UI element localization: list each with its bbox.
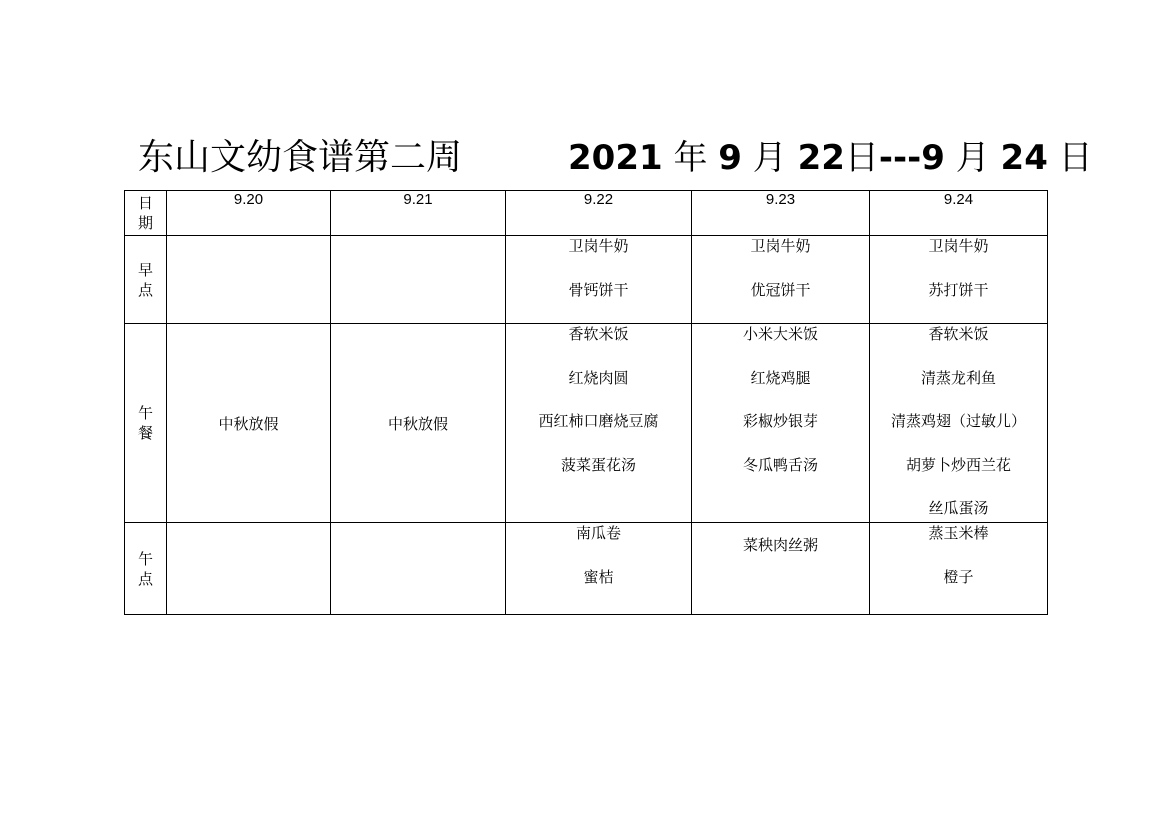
menu-item: 西红柿口磨烧豆腐 [538, 412, 659, 430]
holiday-cell: 中秋放假 [167, 324, 331, 523]
menu-item: 香软米饭 [568, 325, 629, 343]
end-day: 24 [1000, 138, 1048, 178]
day-unit-2: 日 [1058, 138, 1093, 178]
menu-item: 卫岗牛奶 [750, 237, 811, 255]
menu-cell [331, 236, 506, 324]
date-cell: 9.24 [870, 191, 1048, 236]
end-month: 9 [921, 138, 945, 178]
menu-item: 蒸玉米棒 [928, 524, 989, 542]
month-unit-2: 月 [955, 138, 990, 178]
menu-item: 菠菜蛋花汤 [560, 455, 636, 474]
menu-cell [331, 523, 506, 615]
menu-item: 丝瓜蛋汤 [928, 499, 989, 517]
menu-item: 胡萝卜炒西兰花 [905, 455, 1011, 474]
menu-cell [506, 523, 692, 615]
menu-item: 清蒸龙利鱼 [920, 368, 996, 387]
date-cell: 9.22 [506, 191, 692, 236]
menu-item: 苏打饼干 [928, 280, 989, 299]
menu-cell [870, 324, 1048, 523]
menu-cell [692, 236, 870, 324]
menu-item: 小米大米饭 [742, 325, 818, 343]
menu-item: 卫岗牛奶 [928, 237, 989, 255]
menu-item: 南瓜卷 [575, 524, 621, 542]
start-month: 9 [718, 138, 742, 178]
date-cell: 9.23 [692, 191, 870, 236]
date-cell: 9.21 [331, 191, 506, 236]
range-separator: --- [878, 138, 922, 178]
date-label: 日 期 [125, 191, 167, 236]
year: 2021 [568, 138, 663, 178]
breakfast-label: 早 点 [125, 236, 167, 324]
month-unit: 月 [752, 138, 787, 178]
menu-item: 卫岗牛奶 [568, 237, 629, 255]
menu-cell [870, 236, 1048, 324]
breakfast-row [125, 236, 1048, 324]
menu-item: 蜜桔 [583, 567, 614, 586]
date-range [568, 134, 1093, 182]
menu-item: 清蒸鸡翅（过敏儿） [890, 412, 1026, 430]
lunch-row [125, 324, 1048, 523]
menu-item: 菜秧肉丝粥 [742, 536, 818, 554]
menu-cell [506, 236, 692, 324]
menu-item: 橙子 [943, 567, 974, 586]
start-day: 22 [797, 138, 845, 178]
menu-cell [692, 523, 870, 615]
weekly-menu-table [124, 190, 1048, 615]
menu-cell [506, 324, 692, 523]
holiday-cell: 中秋放假 [331, 324, 506, 523]
snack-row [125, 523, 1048, 615]
menu-cell [167, 236, 331, 324]
menu-item: 红烧肉圆 [568, 368, 629, 387]
date-header-row [125, 191, 1048, 236]
menu-cell [692, 324, 870, 523]
date-cell: 9.20 [167, 191, 331, 236]
menu-cell [870, 523, 1048, 615]
menu-item: 彩椒炒银芽 [742, 412, 818, 430]
menu-title: 东山文幼食谱第二周 [138, 137, 463, 178]
day-unit: 日 [844, 138, 879, 178]
menu-item: 冬瓜鸭舌汤 [742, 455, 818, 474]
menu-item: 香软米饭 [928, 325, 989, 343]
menu-item: 优冠饼干 [750, 280, 811, 299]
menu-item: 骨钙饼干 [568, 280, 629, 299]
menu-cell [167, 523, 331, 615]
year-unit: 年 [673, 138, 708, 178]
lunch-label: 午 餐 [125, 324, 167, 523]
menu-item: 红烧鸡腿 [750, 368, 811, 387]
snack-label: 午 点 [125, 523, 167, 615]
